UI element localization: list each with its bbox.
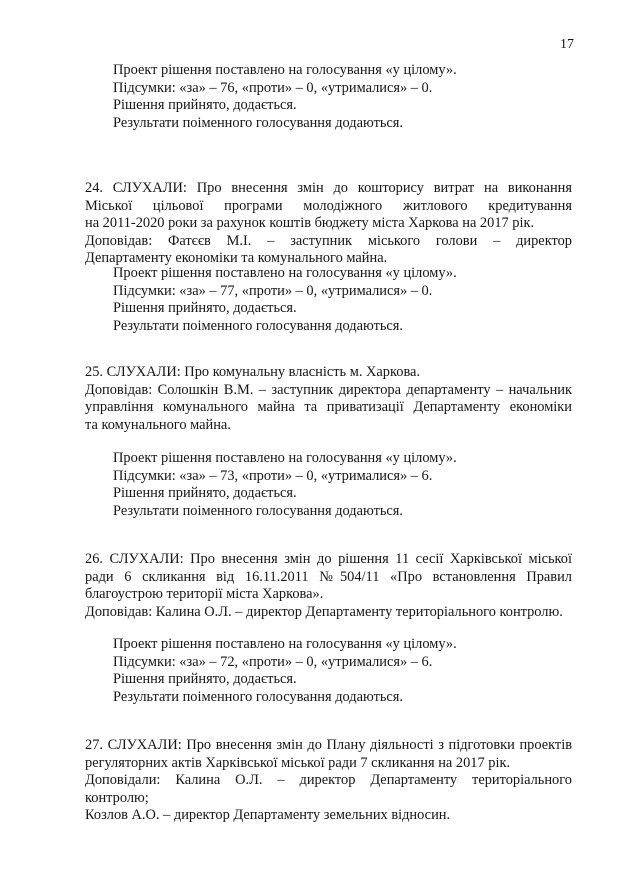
- heading-line: на 2011-2020 роки за рахунок коштів бюджету міста Харкова на 2017 рік.: [85, 215, 535, 231]
- vote-line: Результати поіменного голосування додаються.: [113, 114, 404, 131]
- heading-line: Доповідав: Калина О.Л. – директор Департаменту територіального контролю.: [85, 603, 563, 620]
- vote-line: Результати поіменного голосування додаються.: [113, 502, 404, 519]
- heading-line: Козлов А.О. – директор Департаменту земельних відносин.: [85, 807, 451, 823]
- item-24-heading: [85, 180, 572, 268]
- heading-line: 24. СЛУХАЛИ: Про внесення змін до кошторису витрат на виконання: [85, 180, 572, 196]
- heading-line: ради 6 скликання від 16.11.2011 №504/11 «Про встановлення Правил: [85, 568, 572, 585]
- page-number: 17: [560, 37, 574, 52]
- item-26-vote: [113, 636, 457, 706]
- vote-line: Проект рішення поставлено на голосування «у цілому».: [113, 450, 457, 466]
- vote-line: Підсумки: «за» – 72, «проти» – 0, «утрималися» – 6.: [113, 653, 433, 670]
- vote-line: Рішення прийнято, додається.: [113, 671, 297, 687]
- heading-line: 26. СЛУХАЛИ: Про внесення змін до рішення 11 сесії Харківської міської: [85, 551, 572, 567]
- heading-line: Доповідав: Фатєєв М.І. – заступник міського голови – директор: [85, 232, 572, 249]
- vote-line: Рішення прийнято, додається.: [113, 485, 297, 501]
- heading-line: Доповідав: Солошкін В.М. – заступник директора департаменту – начальник: [85, 381, 572, 398]
- heading-line: 27. СЛУХАЛИ: Про внесення змін до Плану діяльності з підготовки проектів: [85, 737, 572, 753]
- heading-line: благоустрою території міста Харкова».: [85, 586, 324, 602]
- vote-line: Проект рішення поставлено на голосування «у цілому».: [113, 62, 457, 78]
- vote-line: Результати поіменного голосування додаються.: [113, 317, 404, 334]
- item-25-heading: [85, 364, 572, 434]
- item-24-vote: [113, 265, 457, 335]
- heading-line: 25. СЛУХАЛИ: Про комунальну власність м. Харкова.: [85, 364, 421, 380]
- heading-line: управління комунального майна та приватизації Департаменту економіки: [85, 399, 572, 415]
- heading-line: Доповідали: Калина О.Л. – директор Департаменту територіального: [85, 772, 572, 788]
- vote-line: Рішення прийнято, додається.: [113, 97, 297, 113]
- vote-line: Підсумки: «за» – 76, «проти» – 0, «утрималися» – 0.: [113, 79, 433, 96]
- heading-line: регуляторних актів Харківської міської ради 7 скликання на 2017 рік.: [85, 754, 511, 771]
- vote-line: Проект рішення поставлено на голосування «у цілому».: [113, 265, 457, 281]
- vote-line: Підсумки: «за» – 77, «проти» – 0, «утрималися» – 0.: [113, 282, 433, 299]
- vote-block-intro: [113, 62, 457, 132]
- heading-line: контролю;: [85, 789, 149, 806]
- item-26-heading: [85, 551, 572, 621]
- item-25-vote: [113, 450, 457, 520]
- heading-line: Департаменту економіки та комунального майна.: [85, 250, 388, 266]
- heading-line: Міської цільової програми молодіжного житлового кредитування: [85, 197, 572, 214]
- vote-line: Рішення прийнято, додається.: [113, 300, 297, 316]
- item-27-heading: [85, 737, 572, 825]
- vote-line: Проект рішення поставлено на голосування «у цілому».: [113, 636, 457, 652]
- vote-line: Підсумки: «за» – 73, «проти» – 0, «утрималися» – 6.: [113, 467, 433, 484]
- vote-line: Результати поіменного голосування додаються.: [113, 688, 404, 705]
- heading-line: та комунального майна.: [85, 416, 231, 433]
